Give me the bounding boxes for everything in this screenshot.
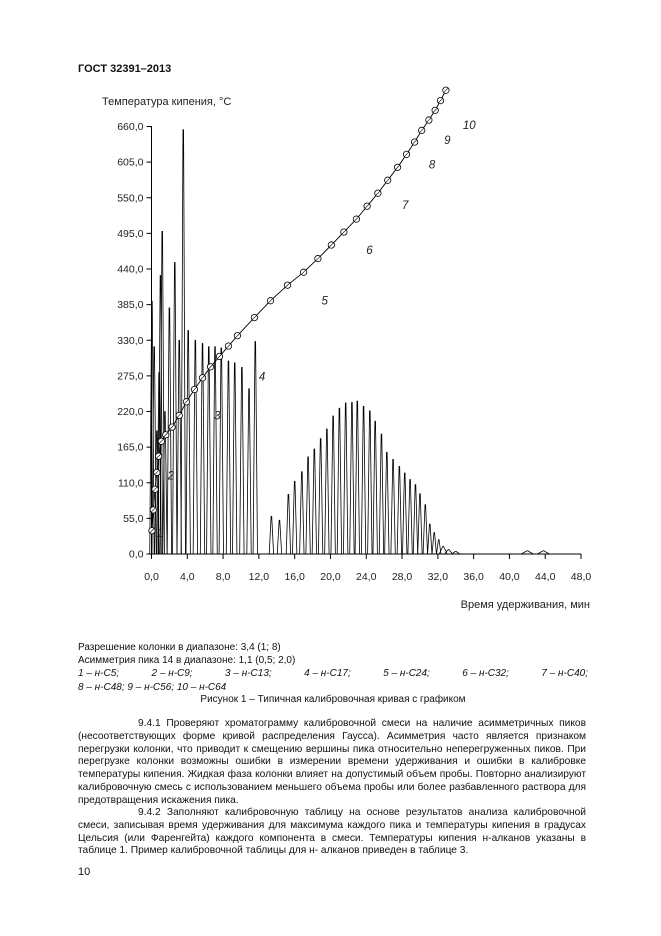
chromatogram-peak (219, 348, 223, 554)
chromatogram-peak (177, 340, 181, 554)
curve-label: 1 (156, 528, 164, 541)
chromatogram-peak (418, 494, 422, 554)
chromatogram-peak (331, 416, 335, 554)
chromatogram-peak (337, 408, 341, 554)
chromatogram-peak (350, 402, 354, 554)
x-tick-label: 28,0 (391, 571, 413, 583)
chromatogram-peak (181, 130, 185, 554)
legend-item: 1 – н-С5; (78, 668, 120, 680)
curve-label-group (157, 120, 476, 540)
chromatogram-peak (403, 473, 407, 554)
note-asymmetry: Асимметрия пика 14 в диапазоне: 1,1 (0,5; 2,0) (78, 655, 296, 667)
curve-label: 2 (167, 470, 175, 483)
legend-line (78, 667, 588, 680)
chromatogram-peak (286, 494, 290, 554)
chromatogram-peak (193, 340, 197, 554)
chromatogram-trace (150, 130, 550, 554)
x-tick-label: 4,0 (179, 571, 195, 583)
y-tick-label: 110,0 (118, 477, 144, 490)
chromatogram-peak (428, 524, 432, 554)
legend-item: 4 – н-С17; (304, 668, 351, 680)
legend-line-2: 8 – н-С48; 9 – н-С56; 10 – н-С64 (78, 681, 227, 693)
chromatogram-peak (240, 367, 244, 554)
y-tick-label: 550,0 (117, 192, 144, 205)
chromatogram-peak (368, 411, 372, 554)
curve-label: 9 (444, 134, 451, 147)
y-tick-label: 660,0 (117, 121, 144, 133)
y-tick-label: 165,0 (117, 441, 144, 454)
legend-item: 2 – н-С9; (151, 668, 193, 680)
legend-item: 3 – н-С13; (225, 668, 272, 680)
curve-label: 8 (428, 159, 436, 172)
chromatogram-peak (379, 434, 383, 554)
chromatogram-peak (423, 505, 427, 554)
chromatogram-peak (361, 406, 365, 554)
chromatogram-peak (226, 361, 230, 554)
calibration-line (152, 90, 446, 531)
note-resolution: Разрешение колонки в диапазоне: 3,4 (1; 8) (78, 642, 281, 653)
curve-label: 10 (462, 120, 476, 133)
legend-item: 5 – н-С24; (383, 668, 430, 680)
x-tick-group (144, 554, 591, 583)
curve-label: 6 (366, 245, 373, 258)
chromatogram-peak (247, 389, 251, 554)
chromatogram-peak (253, 342, 257, 554)
chromatogram-peak (186, 331, 190, 554)
chromatogram-peak (213, 347, 217, 554)
chromatogram-peak (173, 263, 177, 554)
x-tick-label: 16,0 (284, 571, 305, 583)
page-number: 10 (78, 866, 91, 878)
x-tick-label: 48,0 (570, 571, 592, 583)
legend-item: 7 – н-С40; (541, 668, 588, 680)
chromatogram-peak (391, 459, 395, 554)
curve-label: 7 (402, 199, 409, 212)
y-tick-label: 495,0 (117, 227, 144, 240)
chromatogram-peak (397, 467, 401, 554)
y-tick-label: 275,0 (117, 370, 144, 383)
curve-label: 4 (258, 371, 266, 384)
chromatogram-peak (408, 480, 412, 554)
x-tick-label: 40,0 (499, 571, 520, 583)
chromatogram-peak (277, 520, 281, 554)
chromatogram-peak (413, 485, 417, 554)
x-tick-label: 32,0 (427, 571, 449, 583)
paragraph-9-4-1: 9.4.1 Проверяют хроматограмму калибровочной смеси на наличие асимметричных пиков (несоответствующих форме кривой распределения Гаусса). Асимметрия часто является признаком перегрузки колонки, что приводит к смещению вершины пика относительно неперегруженных пиков. При перегрузке колонки возможны ошибки в измерении времени удерживания и ошибки в калибровке температуры кипения. Жидкая фаза колонки влияет на допустимый объем пробы. Повторно анализируют калибровочную смесь с использованием меньшего объема пробы или более разбавленного раствора для предотвращения искажения пика. (78, 718, 586, 806)
chromatogram-peak (292, 481, 296, 554)
chromatogram-peak (432, 533, 436, 554)
chromatogram-peak (312, 449, 316, 554)
y-tick-label: 605,0 (117, 156, 144, 169)
legend-item: 6 – н-С32; (462, 668, 509, 680)
curve-label: 5 (321, 295, 328, 308)
x-tick-label: 36,0 (463, 571, 484, 583)
y-tick-label: 55,0 (123, 512, 144, 525)
chromatogram-peak (207, 347, 211, 554)
figure-notes (78, 641, 588, 694)
chromatogram-peak (306, 457, 310, 554)
chromatogram-peak (385, 452, 389, 554)
x-tick-label: 8,0 (215, 571, 231, 583)
y-tick-group (117, 121, 151, 561)
chromatogram-peak (343, 403, 347, 554)
x-tick-label: 12,0 (248, 571, 270, 583)
chromatogram-peak (300, 472, 304, 554)
paragraph-9-4-2: 9.4.2 Заполняют калибровочную таблицу на основе результатов анализа калибровочной смеси, записывая время удерживания для максимума каждого пика и температуры кипения в градусах Цельсия (или Фаренгейта) каждого компонента в смеси. Температуры кипения н-алканов указаны в таблице 1. Пример калибровочной таблицы для н- алканов приведен в таблице 3. (78, 807, 586, 857)
chromatogram-peak (233, 363, 237, 554)
y-tick-label: 385,0 (117, 299, 144, 312)
curve-label: 3 (214, 410, 221, 423)
x-tick-label: 44,0 (534, 571, 556, 583)
y-tick-label: 440,0 (117, 263, 144, 276)
chromatogram-peak (373, 421, 377, 554)
x-tick-label: 20,0 (320, 571, 341, 583)
chromatogram-peak (269, 516, 273, 554)
document-header: ГОСТ 32391–2013 (78, 63, 172, 75)
y-tick-label: 220,0 (117, 406, 144, 418)
y-tick-label: 330,0 (117, 334, 144, 347)
y-tick-label: 0,0 (128, 548, 144, 561)
chromatogram-peak (355, 401, 359, 554)
x-axis-title: Время удерживания, мин (460, 599, 590, 611)
figure-caption: Рисунок 1 – Типичная калибровочная кривая с графиком (200, 694, 466, 705)
chromatogram-peak (325, 429, 329, 554)
y-axis-title: Температура кипения, °С (102, 96, 232, 108)
chromatogram-peak (318, 439, 322, 554)
x-tick-label: 24,0 (356, 571, 377, 583)
x-tick-label: 0,0 (144, 571, 159, 583)
